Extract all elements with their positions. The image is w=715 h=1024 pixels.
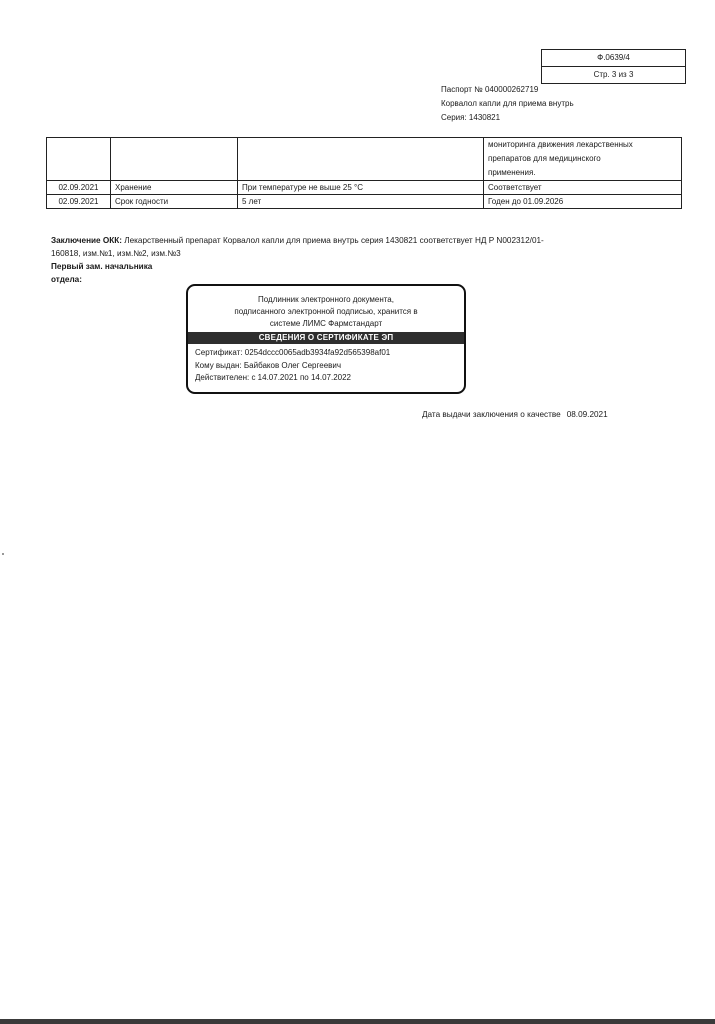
signer-title: Первый зам. начальника: [51, 262, 153, 271]
stamp-certificate: Сертификат: 0254dccc0065adb3934fa92d565398af01: [195, 348, 391, 357]
issue-date-line: [422, 410, 608, 419]
table-row: [47, 195, 682, 209]
stamp-note-line: системе ЛИМС Фармстандарт: [269, 319, 383, 328]
stamp-title: СВЕДЕНИЯ О СЕРТИФИКАТЕ ЭП: [188, 332, 464, 344]
table-cell-result: Годен до 01.09.2026: [484, 195, 682, 209]
passport-block: [441, 83, 574, 125]
result-line: мониторинга движения лекарственных: [488, 140, 633, 149]
result-line: препаратов для медицинского: [488, 154, 601, 163]
scan-speck: [2, 553, 4, 555]
test-results-table: [46, 137, 682, 209]
issue-date: 08.09.2021: [566, 410, 608, 419]
form-code-box: [541, 49, 686, 84]
stamp-issued-to: Кому выдан: Байбаков Олег Сергеевич: [195, 360, 342, 370]
table-row: [47, 181, 682, 195]
stamp-validity: Действителен: с 14.07.2021 по 14.07.2022: [195, 373, 351, 382]
e-signature-stamp: [186, 284, 466, 394]
table-cell-name: [111, 138, 238, 181]
table-cell-date: [47, 138, 111, 181]
series-number: Серия: 1430821: [441, 113, 501, 122]
table-cell-date: 02.09.2021: [47, 195, 111, 209]
conclusion-label: Заключение ОКК:: [51, 236, 122, 245]
conclusion-paragraph: [51, 235, 571, 260]
signer-block: [51, 261, 152, 286]
table-row: [47, 138, 682, 181]
stamp-note-line: Подлинник электронного документа,: [258, 295, 394, 304]
table-cell-name: Срок годности: [111, 195, 238, 209]
passport-number: Паспорт № 040000262719: [441, 85, 539, 94]
table-cell-result: [484, 138, 682, 181]
product-name: Корвалол капли для приема внутрь: [441, 99, 574, 108]
table-cell-result: Соответствует: [484, 181, 682, 195]
stamp-original-note: [188, 286, 464, 332]
table-cell-requirement: [238, 138, 484, 181]
result-line: применения.: [488, 168, 536, 177]
stamp-note-line: подписанного электронной подписью, хранится в: [234, 307, 418, 316]
table-cell-requirement: 5 лет: [238, 195, 484, 209]
table-cell-name: Хранение: [111, 181, 238, 195]
conclusion-text: Лекарственный препарат Корвалол капли для приема внутрь серия 1430821 соответствует НД Р N002312/01-160818, изм.№1, изм.№2, изм.№3: [51, 236, 544, 258]
issue-date-label: Дата выдачи заключения о качестве: [422, 410, 561, 419]
form-code: Ф.0639/4: [597, 53, 630, 62]
table-cell-date: 02.09.2021: [47, 181, 111, 195]
signer-department: отдела:: [51, 274, 82, 284]
scan-bottom-edge: [0, 1019, 715, 1024]
table-cell-requirement: При температуре не выше 25 °С: [238, 181, 484, 195]
page-number: Стр. 3 из 3: [542, 66, 685, 83]
